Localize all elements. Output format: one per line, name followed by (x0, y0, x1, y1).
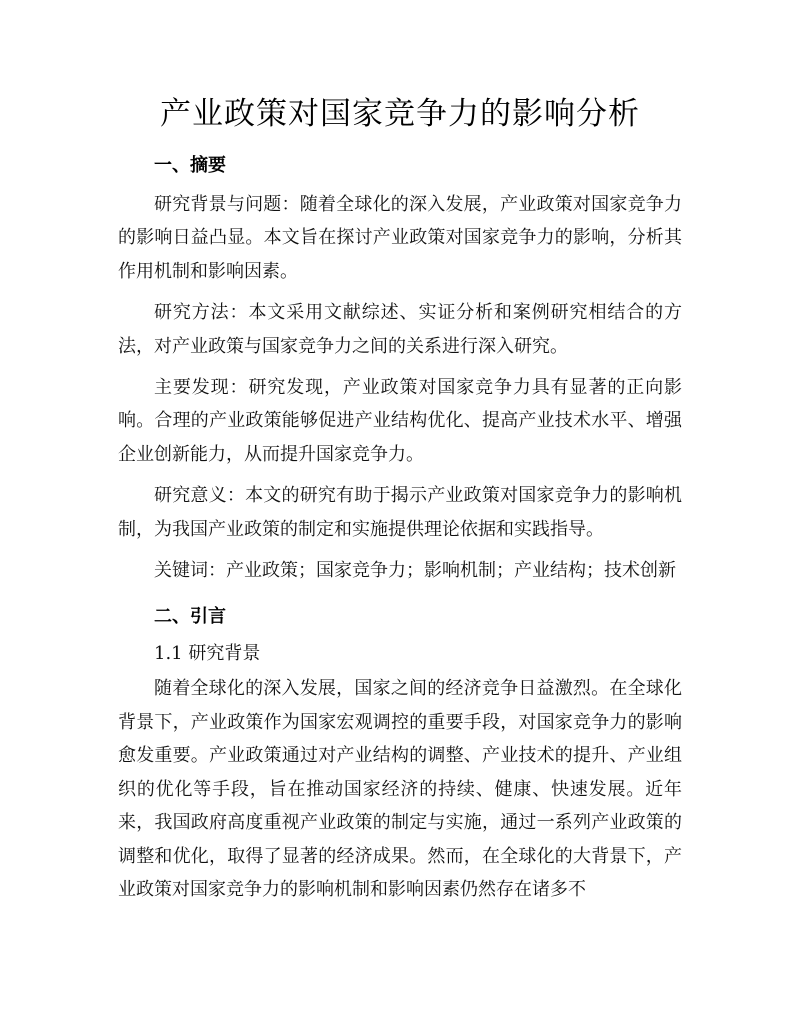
abstract-section (118, 188, 682, 587)
document-title: 产业政策对国家竞争力的影响分析 (160, 96, 640, 132)
introduction-section (118, 637, 682, 906)
section-heading-abstract: 一、摘要 (154, 155, 226, 176)
abstract-paragraph-background: 研究背景与问题：随着全球化的深入发展，产业政策对国家竞争力的影响日益凸显。本文旨在探讨产业政策对国家竞争力的影响，分析其作用机制和影响因素。 (118, 194, 682, 282)
introduction-paragraph-background: 随着全球化的深入发展，国家之间的经济竞争日益激烈。在全球化背景下，产业政策作为国家宏观调控的重要手段，对国家竞争力的影响愈发重要。产业政策通过对产业结构的调整、产业技术的提升、产业组织的优化等手段，旨在推动国家经济的持续、健康、快速发展。近年来，我国政府高度重视产业政策的制定与实施，通过一系列产业政策的调整和优化，取得了显著的经济成果。然而，在全球化的大背景下，产业政策对国家竞争力的影响机制和影响因素仍然存在诸多不 (118, 678, 682, 900)
abstract-paragraph-keywords: 关键词：产业政策；国家竞争力；影响机制；产业结构；技术创新 (154, 560, 676, 582)
section-heading-introduction: 二、引言 (154, 606, 226, 628)
abstract-paragraph-significance: 研究意义：本文的研究有助于揭示产业政策对国家竞争力的影响机制，为我国产业政策的制定和实施提供理论依据和实践指导。 (118, 485, 682, 540)
abstract-paragraph-method: 研究方法：本文采用文献综述、实证分析和案例研究相结合的方法，对产业政策与国家竞争力之间的关系进行深入研究。 (118, 302, 682, 357)
abstract-paragraph-findings: 主要发现：研究发现，产业政策对国家竞争力具有显著的正向影响。合理的产业政策能够促进产业结构优化、提高产业技术水平、增强企业创新能力，从而提升国家竞争力。 (118, 377, 682, 465)
subsection-heading-background: 1.1 研究背景 (154, 643, 261, 665)
